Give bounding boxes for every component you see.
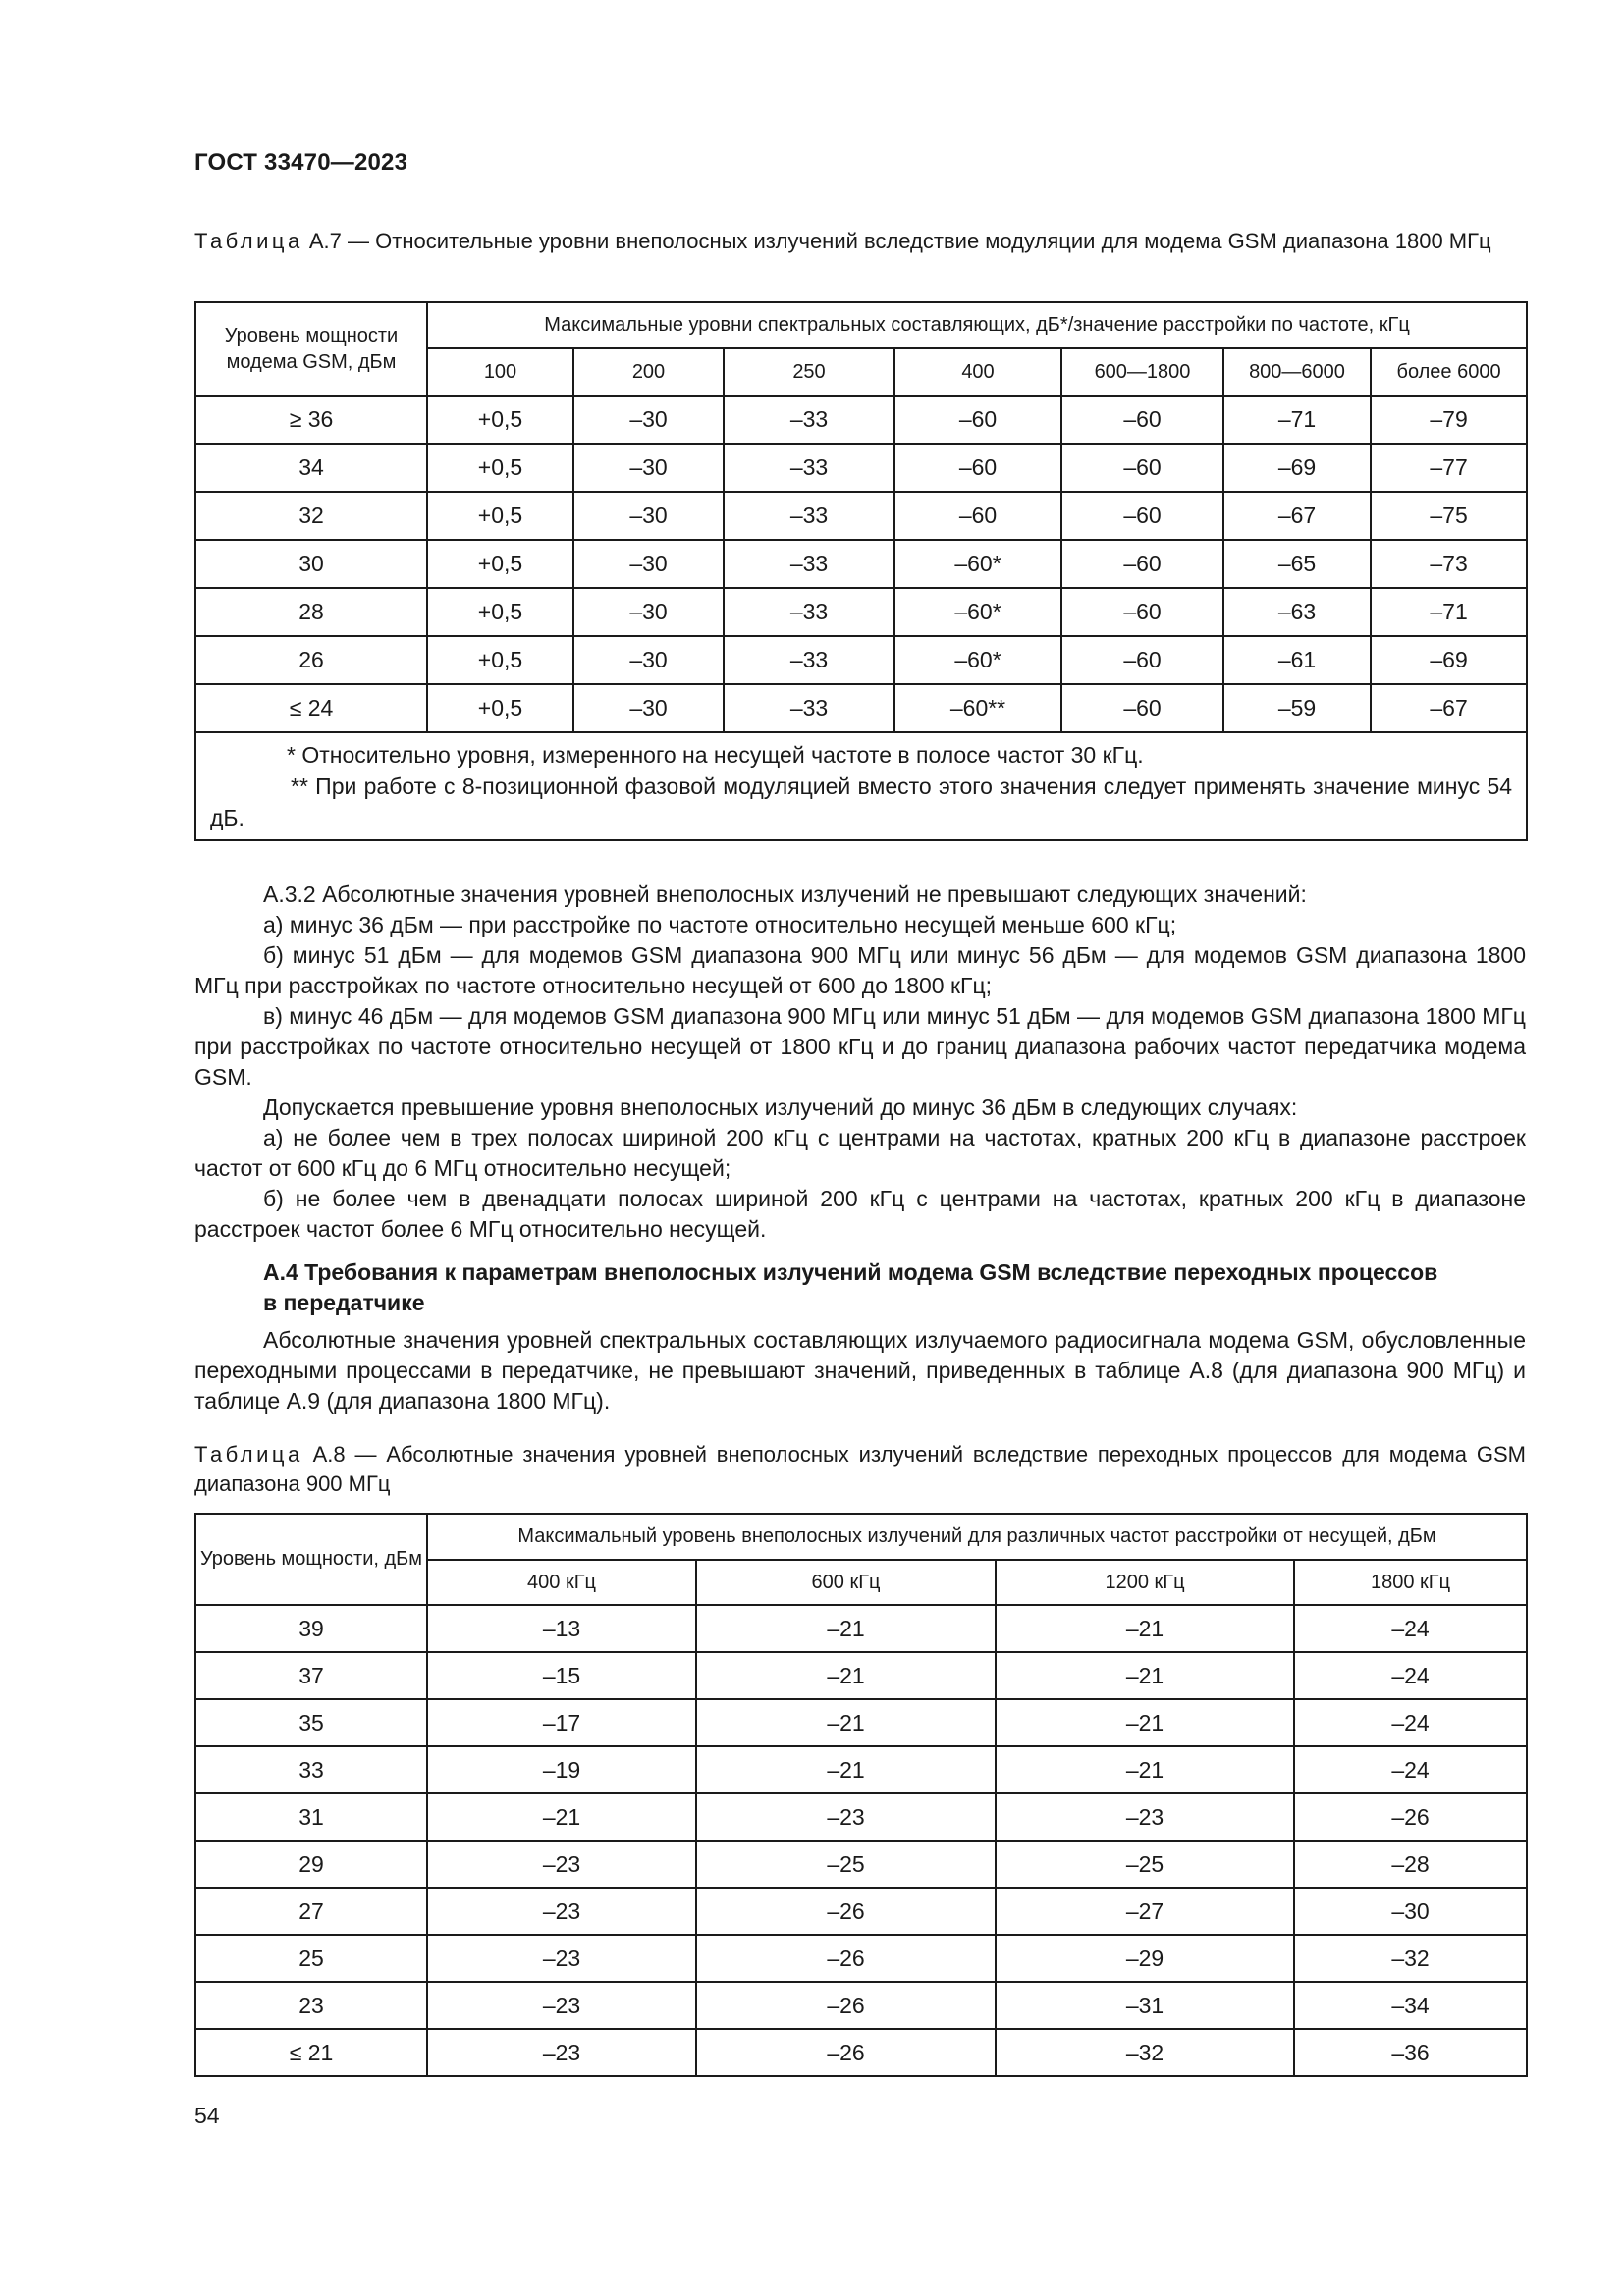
value-cell: +0,5 bbox=[427, 444, 573, 492]
value-cell: –75 bbox=[1371, 492, 1527, 540]
value-cell: –60 bbox=[1061, 588, 1223, 636]
value-cell: –19 bbox=[427, 1746, 696, 1793]
list-item: в) минус 46 дБм — для модемов GSM диапазона 900 МГц или минус 51 дБм — для модемов GSM диапазона 1800 МГц при расстройках по частоте относительно несущей от 1800 кГц и до границ диапазона рабочих частот передатчика модема GSM. bbox=[194, 1003, 1526, 1090]
row-label-cell: 27 bbox=[195, 1888, 427, 1935]
row-header-cell: Уровень мощности, дБм bbox=[195, 1514, 427, 1605]
value-cell: –28 bbox=[1294, 1841, 1527, 1888]
value-cell: +0,5 bbox=[427, 684, 573, 732]
row-label-cell: 28 bbox=[195, 588, 427, 636]
value-cell: –33 bbox=[724, 684, 894, 732]
value-cell: –23 bbox=[427, 1841, 696, 1888]
value-cell: –17 bbox=[427, 1699, 696, 1746]
value-cell: –60* bbox=[894, 588, 1061, 636]
value-cell: –21 bbox=[696, 1652, 996, 1699]
value-cell: –73 bbox=[1371, 540, 1527, 588]
section-a4 bbox=[194, 1325, 1526, 1416]
value-cell: –26 bbox=[696, 1982, 996, 2029]
value-cell: –21 bbox=[996, 1746, 1294, 1793]
table-row bbox=[195, 444, 1527, 492]
section-a4-title: А.4 Требования к параметрам внеполосных излучений модема GSM вследствие переходных процессов в передатчике bbox=[263, 1259, 1438, 1315]
value-cell: –33 bbox=[724, 444, 894, 492]
value-cell: –24 bbox=[1294, 1746, 1527, 1793]
value-cell: –67 bbox=[1371, 684, 1527, 732]
column-header: 600—1800 bbox=[1061, 348, 1223, 396]
value-cell: –15 bbox=[427, 1652, 696, 1699]
value-cell: –31 bbox=[996, 1982, 1294, 2029]
value-cell: –21 bbox=[996, 1605, 1294, 1652]
value-cell: –60 bbox=[1061, 396, 1223, 444]
value-cell: +0,5 bbox=[427, 492, 573, 540]
row-label-cell: 29 bbox=[195, 1841, 427, 1888]
list-item: б) минус 51 дБм — для модемов GSM диапазона 900 МГц или минус 56 дБм — для модемов GSM диапазона 1800 МГц при расстройках по частоте относительно несущей от 600 до 1800 кГц; bbox=[194, 942, 1526, 998]
column-header: 200 bbox=[573, 348, 724, 396]
paragraph: А.3.2 Абсолютные значения уровней внеполосных излучений не превышают следующих значений: bbox=[263, 881, 1307, 907]
table-row bbox=[195, 396, 1527, 444]
value-cell: –34 bbox=[1294, 1982, 1527, 2029]
row-label-cell: 35 bbox=[195, 1699, 427, 1746]
row-label-cell: 37 bbox=[195, 1652, 427, 1699]
value-cell: –30 bbox=[573, 492, 724, 540]
value-cell: –21 bbox=[696, 1746, 996, 1793]
table-notes bbox=[195, 732, 1527, 840]
value-cell: +0,5 bbox=[427, 636, 573, 684]
value-cell: –27 bbox=[996, 1888, 1294, 1935]
value-cell: –63 bbox=[1223, 588, 1371, 636]
value-cell: +0,5 bbox=[427, 396, 573, 444]
value-cell: –32 bbox=[996, 2029, 1294, 2076]
value-cell: –23 bbox=[696, 1793, 996, 1841]
page-number: 54 bbox=[194, 2103, 220, 2128]
value-cell: –61 bbox=[1223, 636, 1371, 684]
column-header: 100 bbox=[427, 348, 573, 396]
value-cell: –25 bbox=[996, 1841, 1294, 1888]
row-label-cell: 23 bbox=[195, 1982, 427, 2029]
column-header: 400 bbox=[894, 348, 1061, 396]
row-label-cell: 26 bbox=[195, 636, 427, 684]
table-row bbox=[195, 492, 1527, 540]
value-cell: –30 bbox=[573, 444, 724, 492]
column-header: 400 кГц bbox=[427, 1560, 696, 1605]
caption-text: А.8 — Абсолютные значения уровней внеполосных излучений вследствие переходных процессов для модема GSM диапазона 900 МГц bbox=[194, 1442, 1526, 1496]
value-cell: –60 bbox=[1061, 492, 1223, 540]
value-cell: –29 bbox=[996, 1935, 1294, 1982]
value-cell: –71 bbox=[1223, 396, 1371, 444]
value-cell: –21 bbox=[696, 1605, 996, 1652]
table-row bbox=[195, 1793, 1527, 1841]
value-cell: –13 bbox=[427, 1605, 696, 1652]
table-a7-caption bbox=[194, 227, 1526, 256]
value-cell: –30 bbox=[573, 540, 724, 588]
value-cell: –21 bbox=[696, 1699, 996, 1746]
value-cell: –26 bbox=[696, 1935, 996, 1982]
value-cell: –59 bbox=[1223, 684, 1371, 732]
value-cell: –30 bbox=[573, 684, 724, 732]
caption-text: А.7 — Относительные уровни внеполосных излучений вследствие модуляции для модема GSM диапазона 1800 МГц bbox=[302, 229, 1491, 253]
column-header: 800—6000 bbox=[1223, 348, 1371, 396]
value-cell: –60** bbox=[894, 684, 1061, 732]
value-cell: –71 bbox=[1371, 588, 1527, 636]
table-row bbox=[195, 636, 1527, 684]
value-cell: –60 bbox=[1061, 684, 1223, 732]
column-header: 250 bbox=[724, 348, 894, 396]
table-row bbox=[195, 1699, 1527, 1746]
table-label: Таблица bbox=[194, 1442, 303, 1467]
value-cell: –32 bbox=[1294, 1935, 1527, 1982]
value-cell: +0,5 bbox=[427, 588, 573, 636]
row-label-cell: 32 bbox=[195, 492, 427, 540]
column-header: более 6000 bbox=[1371, 348, 1527, 396]
paragraph: Допускается превышение уровня внеполосных излучений до минус 36 дБм в следующих случаях: bbox=[263, 1095, 1298, 1120]
value-cell: –30 bbox=[573, 588, 724, 636]
value-cell: –24 bbox=[1294, 1699, 1527, 1746]
table-row bbox=[195, 684, 1527, 732]
value-cell: –33 bbox=[724, 492, 894, 540]
paragraph: Абсолютные значения уровней спектральных составляющих излучаемого радиосигнала модема GSM, обусловленные переходными процессами в передатчике, не превышают значений, приведенных в таблице А.8 (для диапазона 900 МГц) и таблице А.9 (для диапазона 1800 МГц). bbox=[194, 1327, 1526, 1414]
value-cell: –30 bbox=[573, 396, 724, 444]
table-note: ** При работе с 8-позиционной фазовой модуляцией вместо этого значения следует применять значение минус 54 дБ. bbox=[210, 774, 1513, 830]
list-item: б) не более чем в двенадцати полосах шириной 200 кГц с центрами на частотах, кратных 200 кГц в диапазоне расстроек частот более 6 МГц относительно несущей. bbox=[194, 1186, 1526, 1242]
value-cell: –77 bbox=[1371, 444, 1527, 492]
column-header: 1200 кГц bbox=[996, 1560, 1294, 1605]
value-cell: –33 bbox=[724, 396, 894, 444]
table-row bbox=[195, 588, 1527, 636]
table-row bbox=[195, 1935, 1527, 1982]
row-label-cell: 30 bbox=[195, 540, 427, 588]
table-row bbox=[195, 1888, 1527, 1935]
table-row bbox=[195, 540, 1527, 588]
value-cell: –60 bbox=[1061, 540, 1223, 588]
value-cell: –23 bbox=[996, 1793, 1294, 1841]
list-item: а) минус 36 дБм — при расстройке по частоте относительно несущей меньше 600 кГц; bbox=[263, 912, 1177, 937]
value-cell: –30 bbox=[1294, 1888, 1527, 1935]
row-label-cell: 33 bbox=[195, 1746, 427, 1793]
value-cell: –23 bbox=[427, 1888, 696, 1935]
table-row bbox=[195, 1652, 1527, 1699]
row-label-cell: ≥ 36 bbox=[195, 396, 427, 444]
value-cell: –67 bbox=[1223, 492, 1371, 540]
value-cell: –36 bbox=[1294, 2029, 1527, 2076]
value-cell: –24 bbox=[1294, 1605, 1527, 1652]
row-label-cell: 34 bbox=[195, 444, 427, 492]
value-cell: –30 bbox=[573, 636, 724, 684]
table-row bbox=[195, 1841, 1527, 1888]
value-cell: –79 bbox=[1371, 396, 1527, 444]
value-cell: –21 bbox=[996, 1652, 1294, 1699]
value-cell: –26 bbox=[1294, 1793, 1527, 1841]
value-cell: –21 bbox=[427, 1793, 696, 1841]
list-item: а) не более чем в трех полосах шириной 200 кГц с центрами на частотах, кратных 200 кГц в диапазоне расстроек частот от 600 кГц до 6 МГц относительно несущей; bbox=[194, 1125, 1526, 1181]
column-header: 600 кГц bbox=[696, 1560, 996, 1605]
row-label-cell: ≤ 21 bbox=[195, 2029, 427, 2076]
table-row bbox=[195, 1982, 1527, 2029]
table-a8 bbox=[194, 1513, 1528, 2077]
section-a32 bbox=[194, 880, 1526, 1245]
row-label-cell: 25 bbox=[195, 1935, 427, 1982]
row-label-cell: 39 bbox=[195, 1605, 427, 1652]
table-row bbox=[195, 1605, 1527, 1652]
value-cell: –25 bbox=[696, 1841, 996, 1888]
table-row bbox=[195, 2029, 1527, 2076]
table-a7 bbox=[194, 301, 1528, 841]
value-cell: –69 bbox=[1371, 636, 1527, 684]
value-cell: –60* bbox=[894, 636, 1061, 684]
value-cell: –23 bbox=[427, 2029, 696, 2076]
table-a8-caption bbox=[194, 1440, 1526, 1499]
row-label-cell: 31 bbox=[195, 1793, 427, 1841]
value-cell: +0,5 bbox=[427, 540, 573, 588]
table-row bbox=[195, 1746, 1527, 1793]
value-cell: –60 bbox=[894, 396, 1061, 444]
value-cell: –69 bbox=[1223, 444, 1371, 492]
value-cell: –65 bbox=[1223, 540, 1371, 588]
document-code: ГОСТ 33470—2023 bbox=[194, 149, 408, 176]
value-cell: –23 bbox=[427, 1982, 696, 2029]
table-note: * Относительно уровня, измеренного на несущей частоте в полосе частот 30 кГц. bbox=[287, 742, 1144, 768]
value-cell: –60 bbox=[1061, 444, 1223, 492]
value-cell: –21 bbox=[996, 1699, 1294, 1746]
group-header-cell: Максимальный уровень внеполосных излучений для различных частот расстройки от несущей, дБм bbox=[427, 1514, 1527, 1560]
value-cell: –60 bbox=[1061, 636, 1223, 684]
value-cell: –60* bbox=[894, 540, 1061, 588]
value-cell: –60 bbox=[894, 492, 1061, 540]
column-header: 1800 кГц bbox=[1294, 1560, 1527, 1605]
value-cell: –26 bbox=[696, 1888, 996, 1935]
value-cell: –23 bbox=[427, 1935, 696, 1982]
group-header-cell: Максимальные уровни спектральных составляющих, дБ*/значение расстройки по частоте, кГц bbox=[427, 302, 1527, 348]
value-cell: –26 bbox=[696, 2029, 996, 2076]
row-header-cell: Уровень мощности модема GSM, дБм bbox=[195, 302, 427, 396]
row-label-cell: ≤ 24 bbox=[195, 684, 427, 732]
value-cell: –24 bbox=[1294, 1652, 1527, 1699]
value-cell: –33 bbox=[724, 588, 894, 636]
value-cell: –60 bbox=[894, 444, 1061, 492]
value-cell: –33 bbox=[724, 540, 894, 588]
value-cell: –33 bbox=[724, 636, 894, 684]
table-label: Таблица bbox=[194, 229, 303, 253]
